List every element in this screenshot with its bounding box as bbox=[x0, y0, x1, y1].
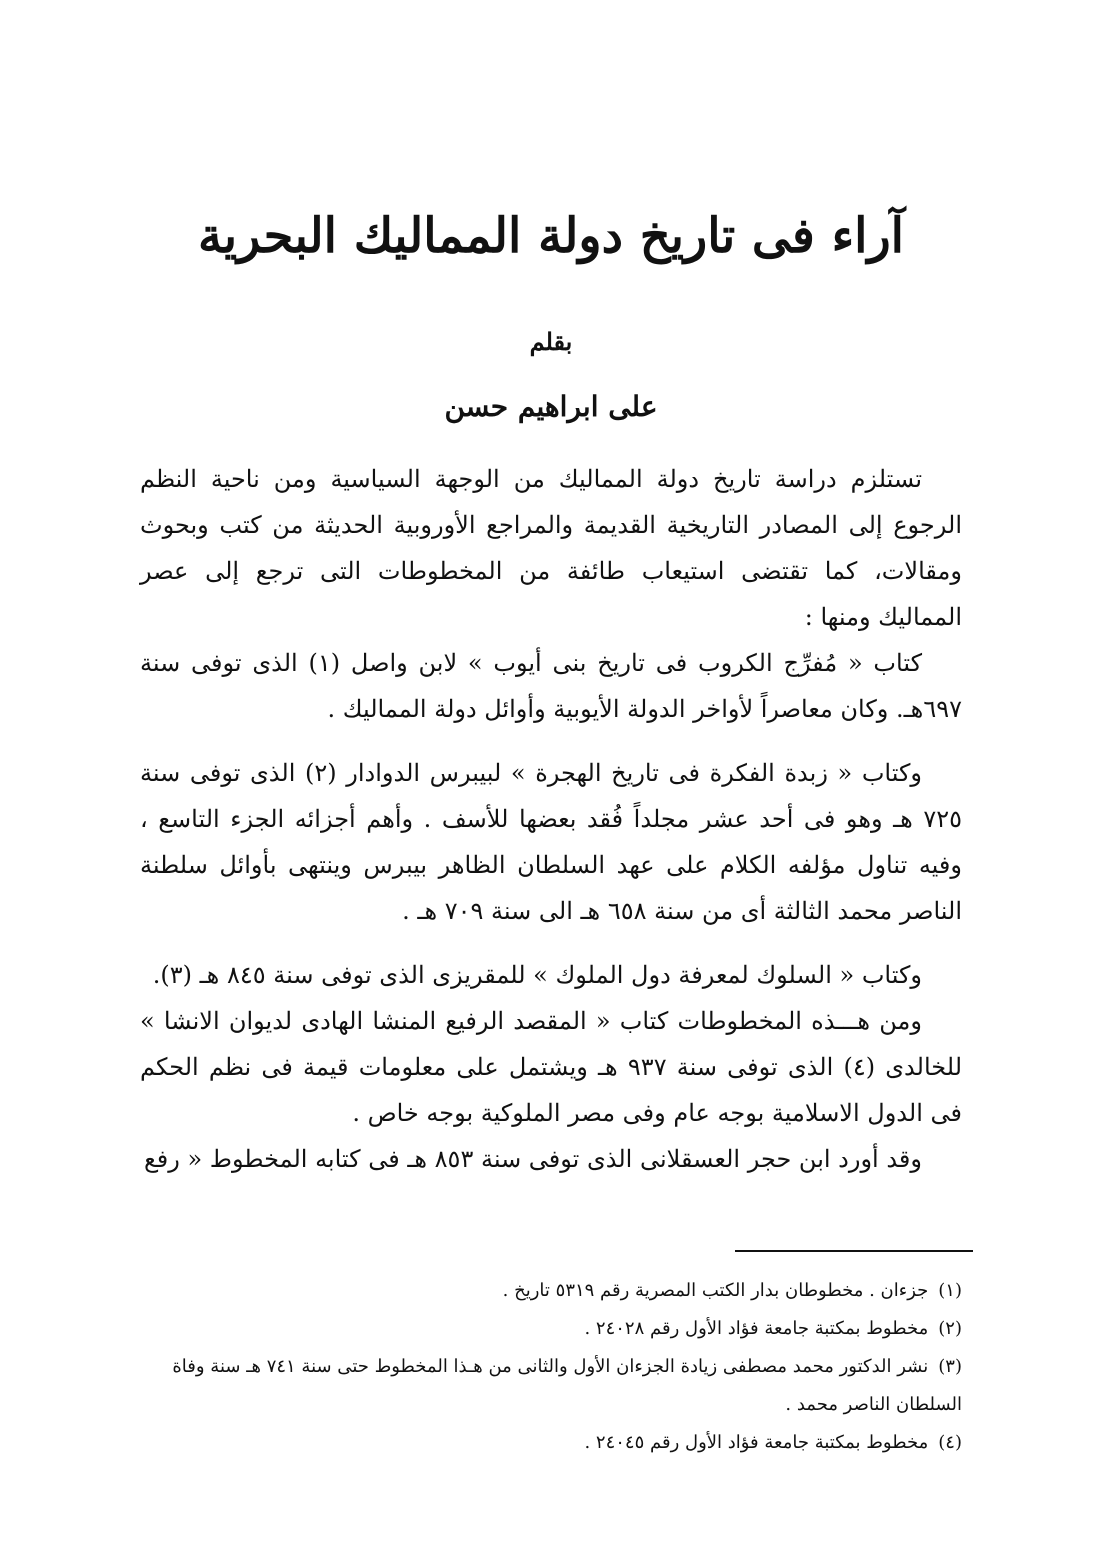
author-name: على ابراهيم حسن bbox=[444, 390, 658, 423]
paragraph: وقد أورد ابن حجر العسقلانى الذى توفى سنة ٨٥٣ هـ فى كتابه المخطوط « رفع bbox=[144, 1145, 922, 1173]
footnote-number: (٤) bbox=[938, 1432, 962, 1453]
paragraph: كتاب « مُفرِّج الكروب فى تاريخ بنى أيوب » لابن واصل (١) الذى توفى سنة ٦٩٧هـ. وكان معاصراً لأواخر الدولة الأيوبية وأوائل دولة المماليك . bbox=[140, 649, 962, 723]
footnote-text: مخطوط بمكتبة جامعة فؤاد الأول رقم ٢٤٠٤٥ . bbox=[584, 1432, 929, 1453]
footnote bbox=[140, 1272, 962, 1310]
footnote bbox=[140, 1310, 962, 1348]
paragraph: ومن هـــذه المخطوطات كتاب « المقصد الرفيع المنشا الهادى لديوان الانشا » للخالدى (٤) الذى توفى سنة ٩٣٧ هـ ويشتمل على معلومات قيمة فى نظم الحكم فى الدول الاسلامية بوجه عام وفى مصر الملوكية بوجه خاص . bbox=[140, 1007, 963, 1127]
footnote-text: نشر الدكتور محمد مصطفى زيادة الجزءان الأول والثانى من هـذا المخطوط حتى سنة ٧٤١ هـ سنة وفاة السلطان الناصر محمد . bbox=[172, 1356, 962, 1415]
article-title: آراء فى تاريخ دولة المماليك البحرية bbox=[197, 208, 904, 264]
footnote-number: (٣) bbox=[938, 1356, 962, 1377]
paragraph: تستلزم دراسة تاريخ دولة المماليك من الوجهة السياسية ومن ناحية النظم الرجوع إلى المصادر التاريخية القديمة والمراجع الأوروبية الحديثة من كتب وبحوث ومقالات، كما تقتضى استيعاب طائفة من المخطوطات التى ترجع إلى عصر المماليك ومنها : bbox=[140, 465, 962, 631]
footnote bbox=[140, 1424, 962, 1462]
paragraph: وكتاب « السلوك لمعرفة دول الملوك » للمقريزى الذى توفى سنة ٨٤٥ هـ (٣). bbox=[152, 961, 922, 989]
footnote-number: (٢) bbox=[938, 1318, 962, 1339]
article-body bbox=[140, 456, 962, 1182]
footnote-number: (١) bbox=[938, 1280, 962, 1301]
footnote-divider bbox=[735, 1250, 973, 1252]
footnotes bbox=[140, 1272, 962, 1462]
footnote bbox=[140, 1348, 962, 1424]
footnote-text: مخطوط بمكتبة جامعة فؤاد الأول رقم ٢٤٠٢٨ . bbox=[584, 1318, 929, 1339]
footnote-text: جزءان . مخطوطان بدار الكتب المصرية رقم ٥٣١٩ تاريخ . bbox=[502, 1280, 929, 1301]
paragraph: وكتاب « زبدة الفكرة فى تاريخ الهجرة » لبيبرس الدوادار (٢) الذى توفى سنة ٧٢٥ هـ وهو فى أحد عشر مجلداً فُقد بعضها للأسف . وأهم أجزائه الجزء التاسع ، وفيه تناول مؤلفه الكلام على عهد السلطان الظاهر بيبرس وينتهى بأوائل سلطنة الناصر محمد الثالثة أى من سنة ٦٥٨ هـ الى سنة ٧٠٩ هـ . bbox=[140, 759, 962, 925]
byline: بقلم bbox=[529, 327, 573, 356]
